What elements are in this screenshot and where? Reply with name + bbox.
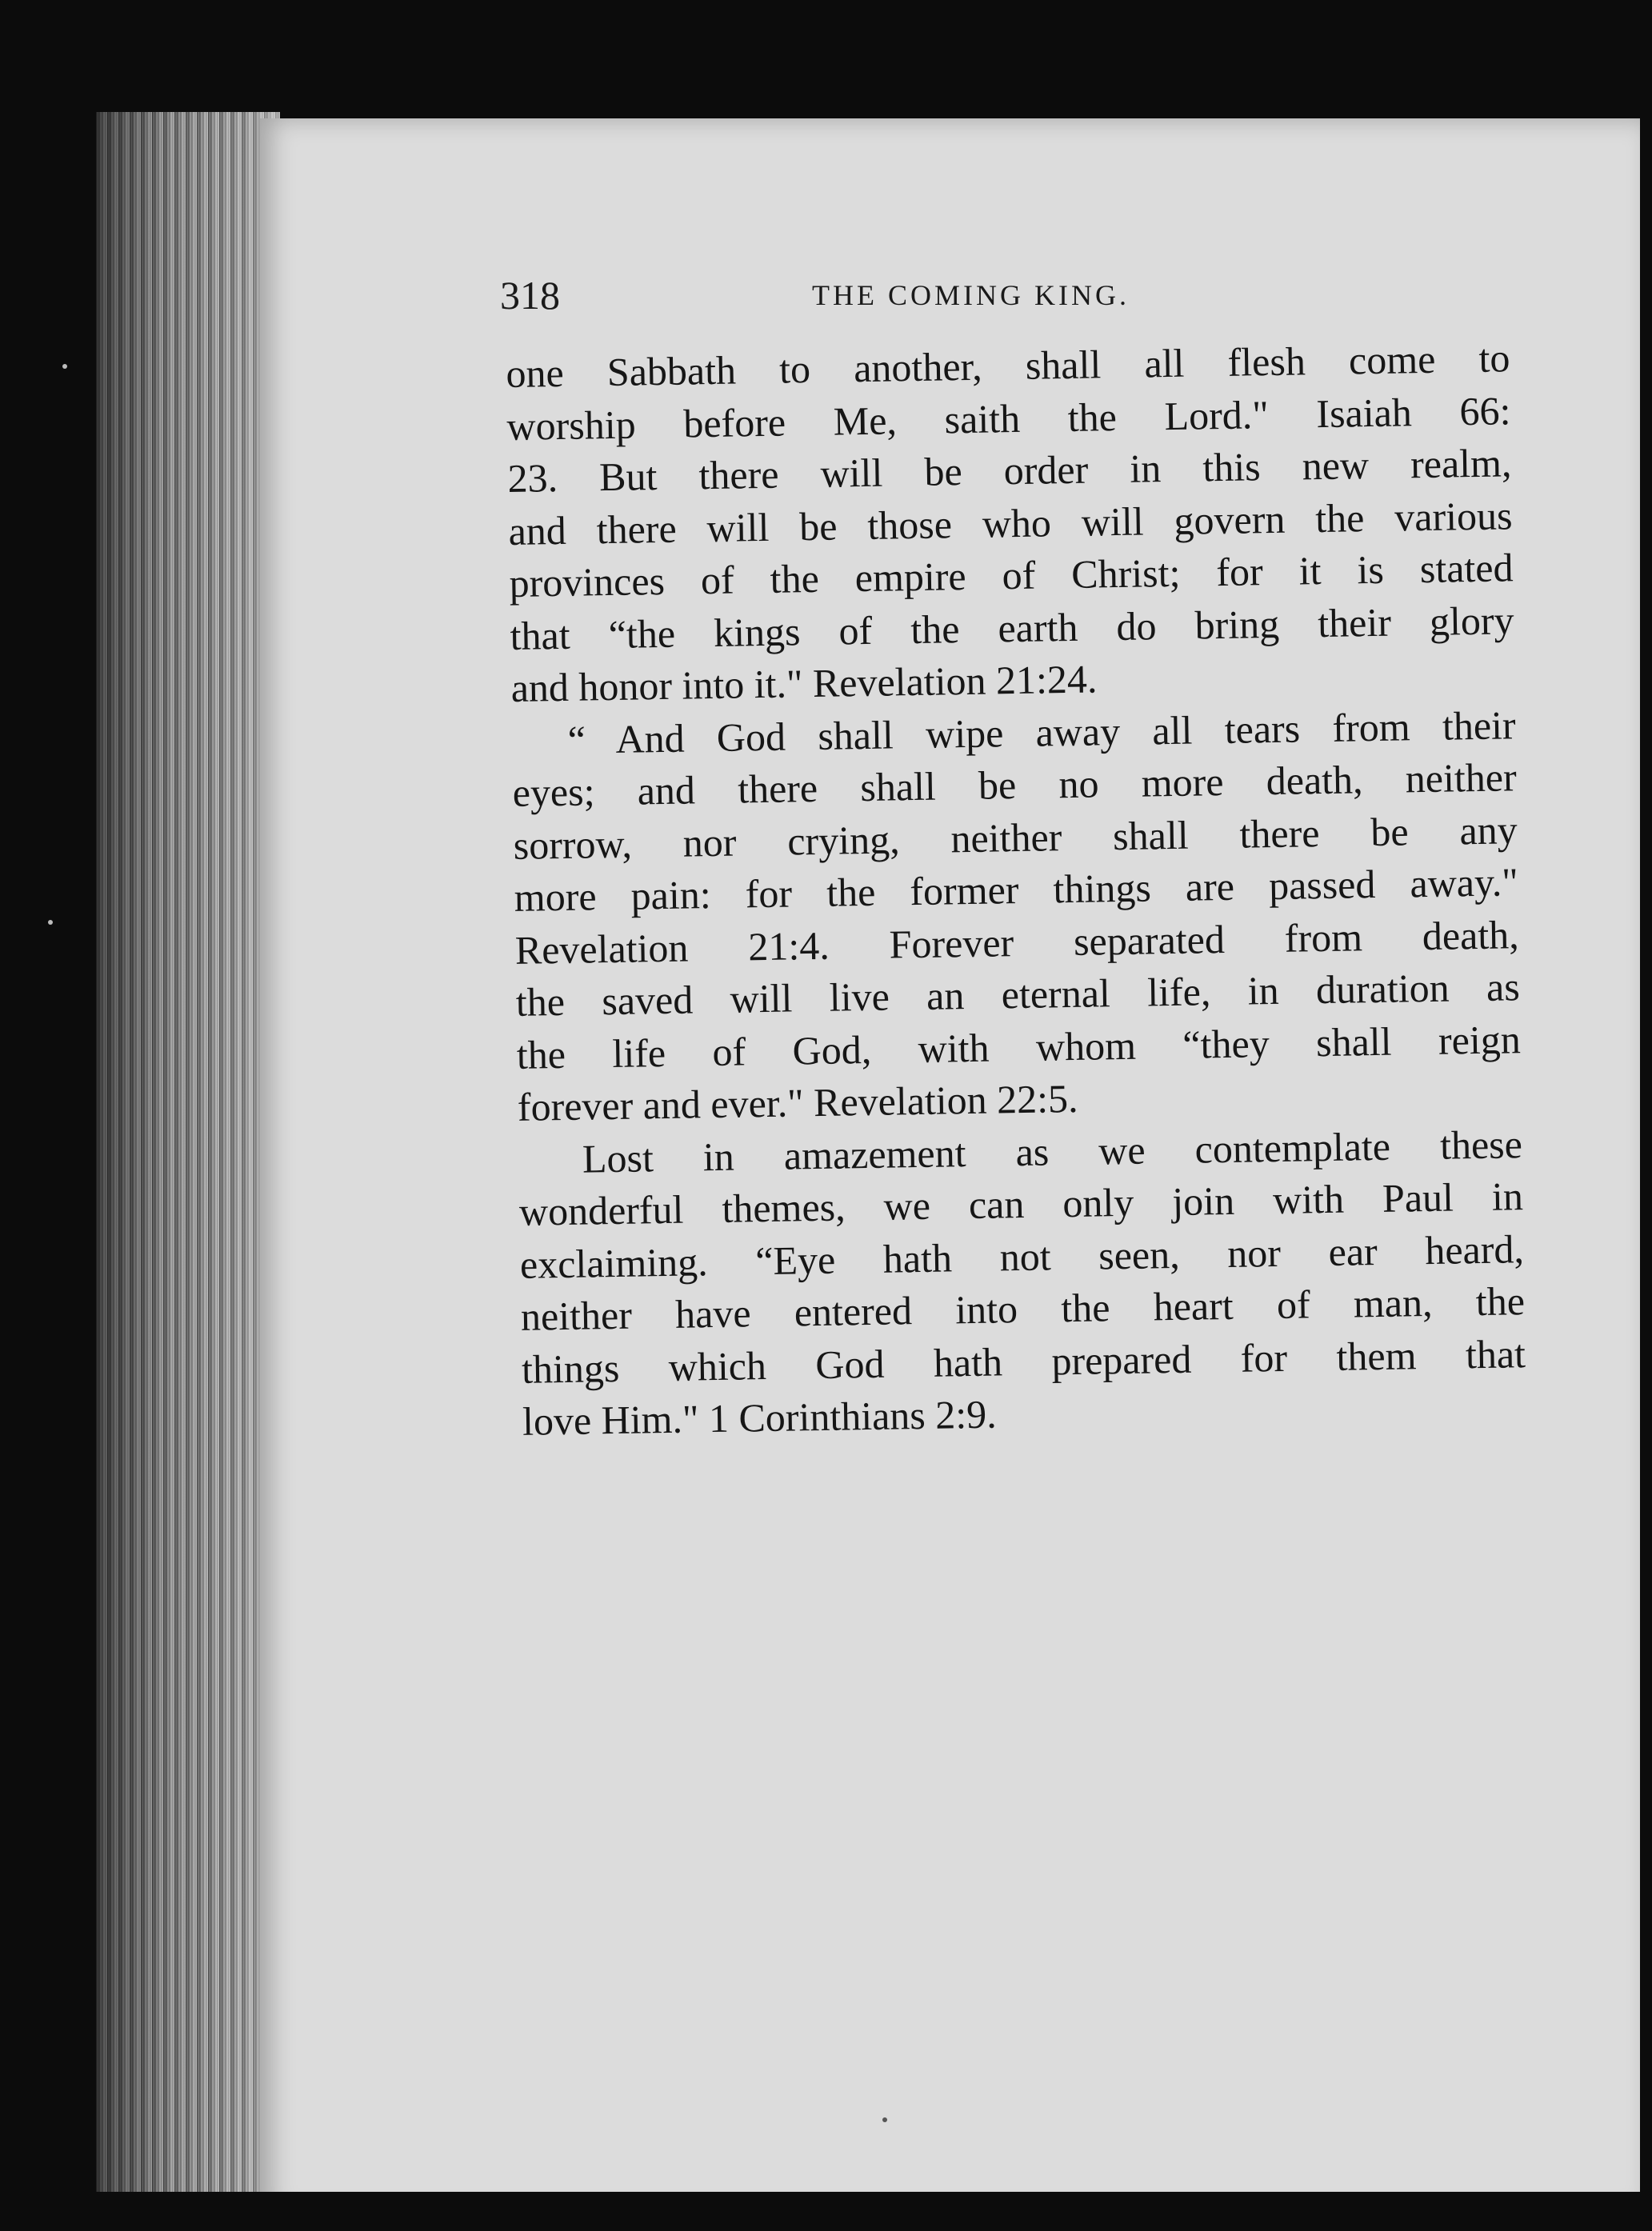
text-line: worship before Me, saith the Lord." Isaiah 66: [506,387,1511,449]
running-head [500,264,1516,336]
text-line: the life of God, with whom “they shall reign [516,1016,1522,1078]
dust-speck [62,364,67,369]
bottom-shadow [96,2192,1652,2231]
paragraph [511,699,1522,1134]
text-line: forever and ever." Revelation 22:5. [517,1075,1078,1129]
text-line: Lost in amazement as we contemplate these [582,1121,1523,1181]
text-line: neither have entered into the heart of man, the [520,1278,1526,1339]
text-line: and honor into it." Revelation 21:24. [510,656,1098,710]
text-line: more pain: for the former things are passed away." [514,859,1519,920]
text-line: love Him." 1 Corinthians 2:9. [522,1391,998,1444]
text-line: and there will be those who will govern the various [508,492,1513,554]
page-number: 318 [500,273,560,318]
text-line: the saved will live an eternal life, in duration as [515,964,1521,1025]
paragraph [506,332,1515,714]
text-line: “ And God shall wipe away all tears from their [567,702,1516,762]
text-line: Revelation 21:4. Forever separated from death, [514,911,1520,973]
text-line: things which God hath prepared for them that [521,1330,1526,1392]
text-line: exclaiming. “Eye hath not seen, nor ear heard, [519,1225,1525,1287]
dust-speck [882,2117,887,2122]
text-line: one Sabbath to another, shall all flesh come to [506,335,1510,396]
text-line: that “the kings of the earth do bring their glory [510,597,1514,658]
dust-speck [48,920,53,925]
text-line: wonderful themes, we can only join with Paul in [518,1173,1524,1234]
paragraph [518,1118,1526,1449]
text-line: provinces of the empire of Christ; for it is stated [509,545,1514,606]
body-text [506,332,1526,1448]
running-title: THE COMING KING. [812,279,1130,311]
text-line: 23. But there will be order in this new realm, [507,440,1512,501]
text-line: sorrow, nor crying, neither shall there be any [513,806,1518,868]
text-line: eyes; and there shall be no more death, neither [512,754,1518,815]
book-page-edges [96,112,280,2216]
